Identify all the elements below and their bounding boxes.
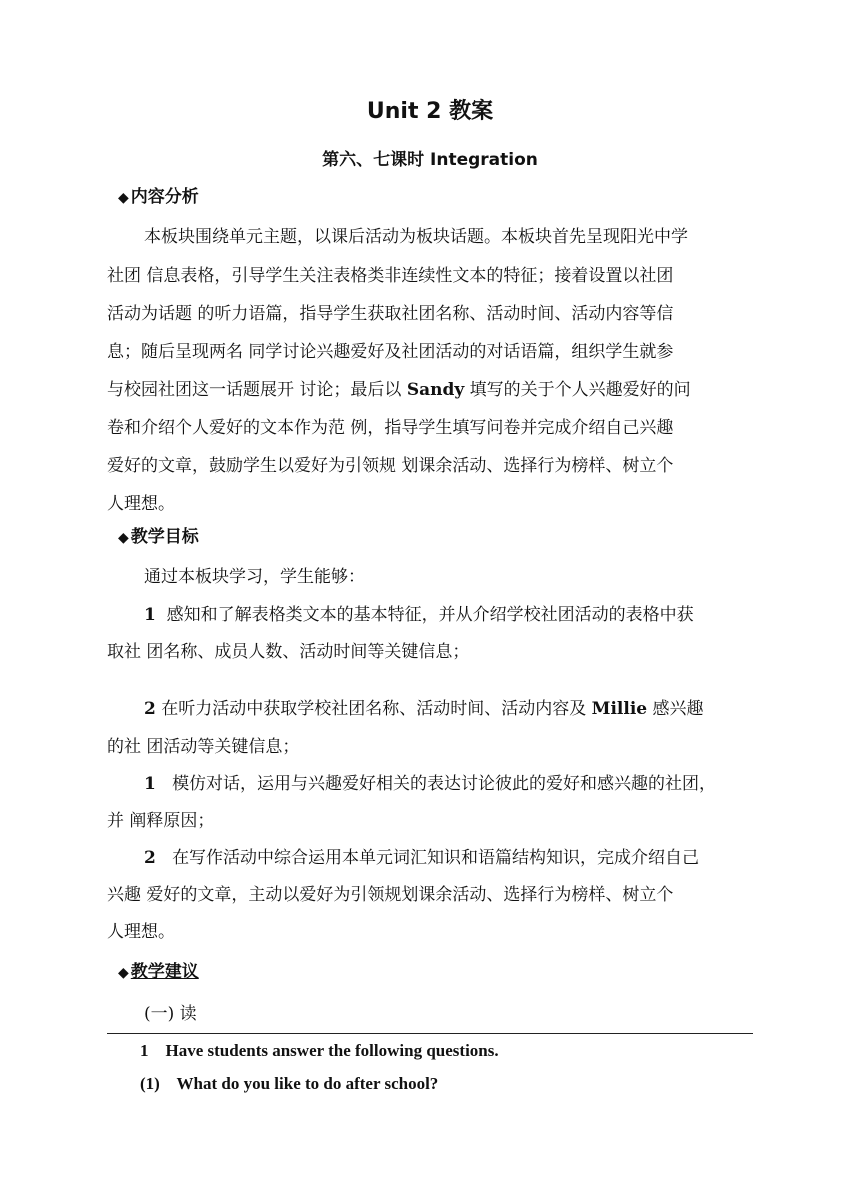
subheading-reading: (一) 读 [144,1004,197,1024]
list-item-continuation: 并 阐释原因； [107,811,215,831]
list-item: 1 模仿对话，运用与兴趣爱好相关的表达讨论彼此的爱好和感兴趣的社团， [144,774,717,794]
paragraph-line: 卷和介绍个人爱好的文本作为范 例，指导学生填写问卷并完成介绍自己兴趣 [107,418,674,438]
list-item: 2 在听力活动中获取学校社团名称、活动时间、活动内容及 Millie 感兴趣 [144,699,704,719]
paragraph-line: 爱好的文章，鼓励学生以爱好为引领规 划课余活动、选择行为榜样、树立个 [107,456,674,476]
diamond-bullet-icon: ◆ [118,190,129,206]
paragraph-line: 与校园社团这一话题展开 讨论；最后以 Sandy 填写的关于个人兴趣爱好的问 [107,380,691,400]
paragraph-line: 人理想。 [107,494,175,514]
page-title: Unit 2 教案 [366,99,494,124]
list-item-continuation: 人理想。 [107,922,175,942]
list-item: 1 感知和了解表格类文本的基本特征，并从介绍学校社团活动的表格中获 [144,605,694,625]
question-line: (1) What do you like to do after school? [140,1074,439,1093]
paragraph-line: 活动为话题 的听力语篇，指导学生获取社团名称、活动时间、活动内容等信 [107,304,674,324]
paragraph-line: 社团 信息表格，引导学生关注表格类非连续性文本的特征；接着设置以社团 [107,266,674,286]
list-item-continuation: 的社 团活动等关键信息； [107,737,300,757]
intro-line: 通过本板块学习，学生能够： [144,567,365,587]
page-subtitle: 第六、七课时 Integration [322,150,538,170]
section-heading-content-analysis: ◆ 内容分析 [118,187,199,207]
horizontal-rule [107,1033,753,1034]
paragraph-line: 本板块围绕单元主题，以课后活动为板块话题。本板块首先呈现阳光中学 [144,227,688,247]
list-item-continuation: 取社 团名称、成员人数、活动时间等关键信息； [107,642,470,662]
section-heading-teaching-suggestions: ◆ 教学建议 [118,962,199,982]
section-heading-teaching-goals: ◆ 教学目标 [118,527,199,547]
paragraph-line: 息；随后呈现两名 同学讨论兴趣爱好及社团活动的对话语篇，组织学生就参 [107,342,674,362]
diamond-bullet-icon: ◆ [118,965,129,981]
question-line: 1 Have students answer the following questions. [140,1041,499,1060]
diamond-bullet-icon: ◆ [118,530,129,546]
list-item-continuation: 兴趣 爱好的文章，主动以爱好为引领规划课余活动、选择行为榜样、树立个 [107,885,674,905]
list-item: 2 在写作活动中综合运用本单元词汇知识和语篇结构知识，完成介绍自己 [144,848,700,868]
